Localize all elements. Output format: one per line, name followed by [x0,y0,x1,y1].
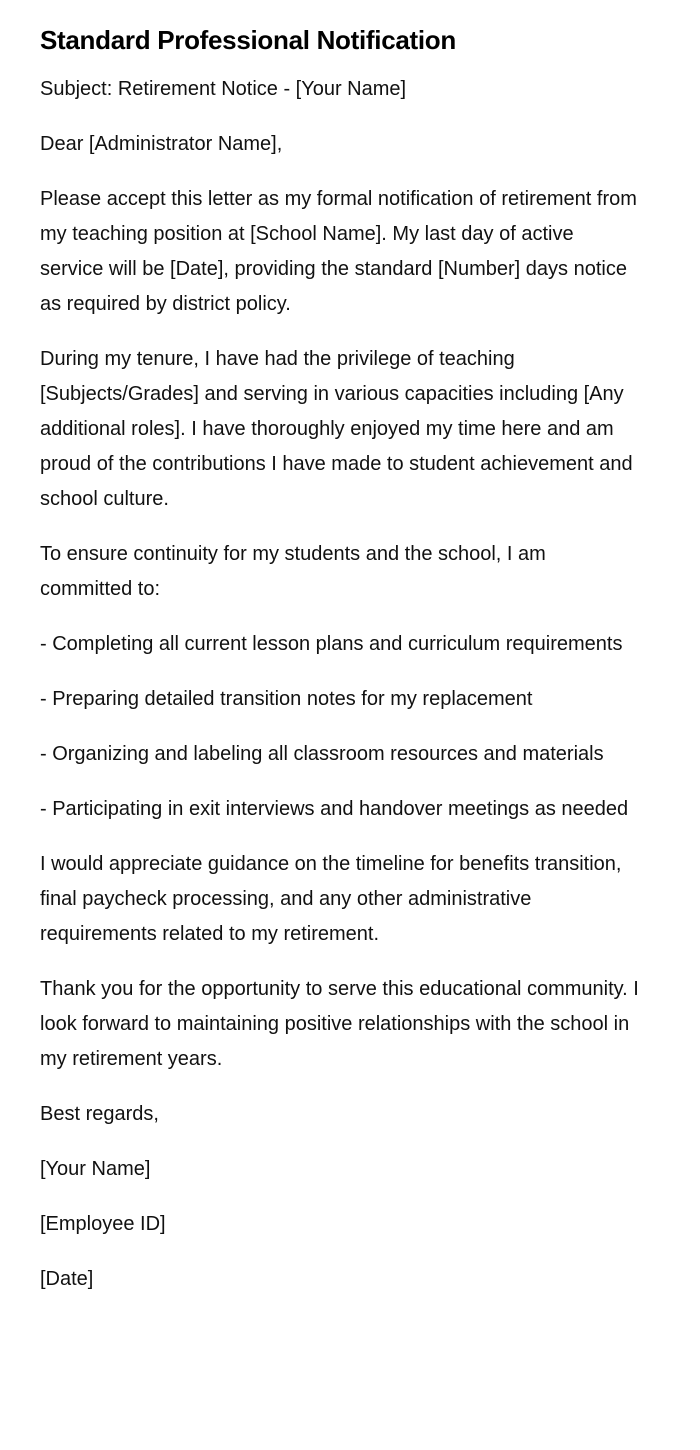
commitment-item: - Organizing and labeling all classroom resources and materials [40,743,604,765]
signature-name: [Your Name] [40,1158,151,1180]
signature-employee-id: [Employee ID] [40,1213,166,1235]
document-title: Standard Professional Notification [40,25,456,55]
body-paragraph-tenure: During my tenure, I have had the privilege of teaching [Subjects/Grades] and serving in various capacities including [Any additional roles]. I have thoroughly enjoyed my time here and am proud of the contributions I have made to student achievement and school culture. [40,348,633,510]
commitment-item: - Participating in exit interviews and handover meetings as needed [40,798,629,820]
commitment-item: - Preparing detailed transition notes for my replacement [40,688,533,710]
salutation: Dear [Administrator Name], [40,133,283,155]
body-paragraph-guidance: I would appreciate guidance on the timeline for benefits transition, final paycheck processing, and any other administrative requirements related to my retirement. [40,853,622,945]
signoff: Best regards, [40,1103,159,1125]
subject-line: Subject: Retirement Notice - [Your Name] [40,78,407,100]
body-paragraph-continuity: To ensure continuity for my students and the school, I am committed to: [40,543,546,600]
body-paragraph-thanks: Thank you for the opportunity to serve this educational community. I look forward to maintaining positive relationships with the school in my retirement years. [40,978,639,1070]
commitment-item: - Completing all current lesson plans and curriculum requirements [40,633,623,655]
body-paragraph-notification: Please accept this letter as my formal notification of retirement from my teaching position at [School Name]. My last day of active service will be [Date], providing the standard [Number] days notice as required by district policy. [40,188,637,315]
signature-date: [Date] [40,1268,94,1290]
letter-document [40,22,640,1317]
